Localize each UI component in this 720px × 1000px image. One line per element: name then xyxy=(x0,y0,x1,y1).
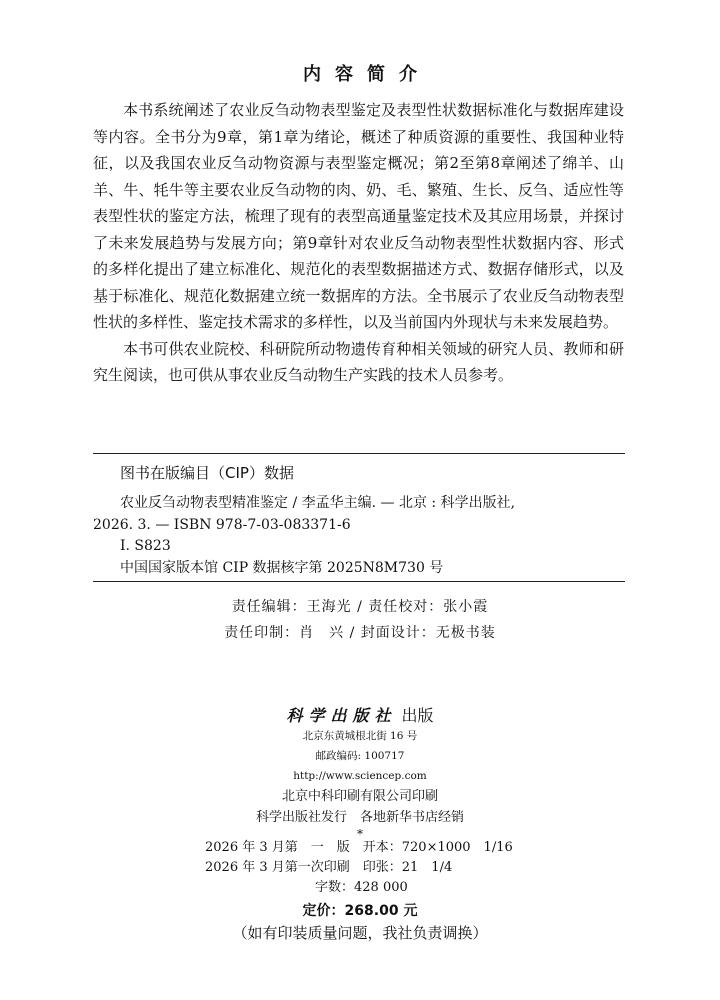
editors-line-2: 责任印制：肖 兴 / 封面设计：无极书装 xyxy=(224,625,496,641)
publisher-url: http://www.sciencep.com xyxy=(293,770,427,782)
cip-heading: 图书在版编目（CIP）数据 xyxy=(120,464,294,482)
printer-line: 北京中科印刷有限公司印刷 xyxy=(281,789,438,804)
intro-paragraph-2: 本书可供农业院校、科研院所动物遗传育种相关领域的研究人员、教师和研究生阅读，也可供从事农业反刍动物生产实践的技术人员参考。 xyxy=(93,339,624,384)
cip-line-number: 中国国家版本馆 CIP 数据核字第 2025N8M730 号 xyxy=(120,559,444,576)
cip-record xyxy=(93,493,625,579)
cip-line-isbn: 2026. 3. — ISBN 978-7-03-083371-6 xyxy=(93,516,351,533)
cip-line-class: Ⅰ. S823 xyxy=(120,538,171,554)
cip-line-title: 农业反刍动物表型精准鉴定 / 李孟华主编. — 北京 : 科学出版社, xyxy=(120,495,516,511)
publisher-logo: 科学出版社 xyxy=(286,706,397,725)
editors-line-1: 责任编辑：王海光 / 责任校对：张小霞 xyxy=(231,599,489,615)
publisher-suffix: 出版 xyxy=(401,706,434,725)
intro-paragraph-1: 本书系统阐述了农业反刍动物表型鉴定及表型性状数据标准化与数据库建设等内容。全书分为9章，第1章为绪论，概述了种质资源的重要性、我国种业特征，以及我国农业反刍动物资源与表型鉴定概况；第2至第8章阐述了绵羊、山羊、牛、牦牛等主要农业反刍动物的肉、奶、毛、繁殖、生长、反刍、适应性等表型性状的鉴定方法，梳理了现有的表型高通量鉴定技术及其应用场景，并探讨了未来发展趋势与发展方向；第9章针对农业反刍动物表型性状数据内容、形式的多样化提出了建立标准化、规范化的表型数据描述方式、数据存储形式，以及基于标准化、规范化数据建立统一数据库的方法。全书展示了农业反刍动物表型性状的多样性、鉴定技术需求的多样性，以及当前国内外现状与未来发展趋势。 xyxy=(93,101,624,331)
quality-notice: （如有印装质量问题，我社负责调换） xyxy=(232,924,488,942)
intro-text xyxy=(93,97,624,389)
publisher-postcode: 邮政编码: 100717 xyxy=(315,750,405,762)
editors-credits xyxy=(0,594,720,646)
separator-star: * xyxy=(357,827,363,841)
edition-line: 2026 年 3 月第 一 版 开本：720×1000 1/16 xyxy=(205,840,513,855)
publisher-address: 北京东黄城根北街 16 号 xyxy=(302,730,418,742)
publisher-block xyxy=(0,703,720,840)
cip-top-rule xyxy=(93,453,625,454)
printing-info xyxy=(205,838,513,898)
impression-line: 2026 年 3 月第一次印刷 印张：21 1/4 xyxy=(205,860,453,875)
distribution-line: 科学出版社发行 各地新华书店经销 xyxy=(255,810,464,825)
publisher-line xyxy=(0,703,720,726)
price: 定价：268.00 元 xyxy=(302,903,418,919)
word-count-line: 字数：428 000 xyxy=(315,880,408,895)
cip-bottom-rule xyxy=(93,581,625,582)
page-title: 内容简介 xyxy=(303,64,431,85)
